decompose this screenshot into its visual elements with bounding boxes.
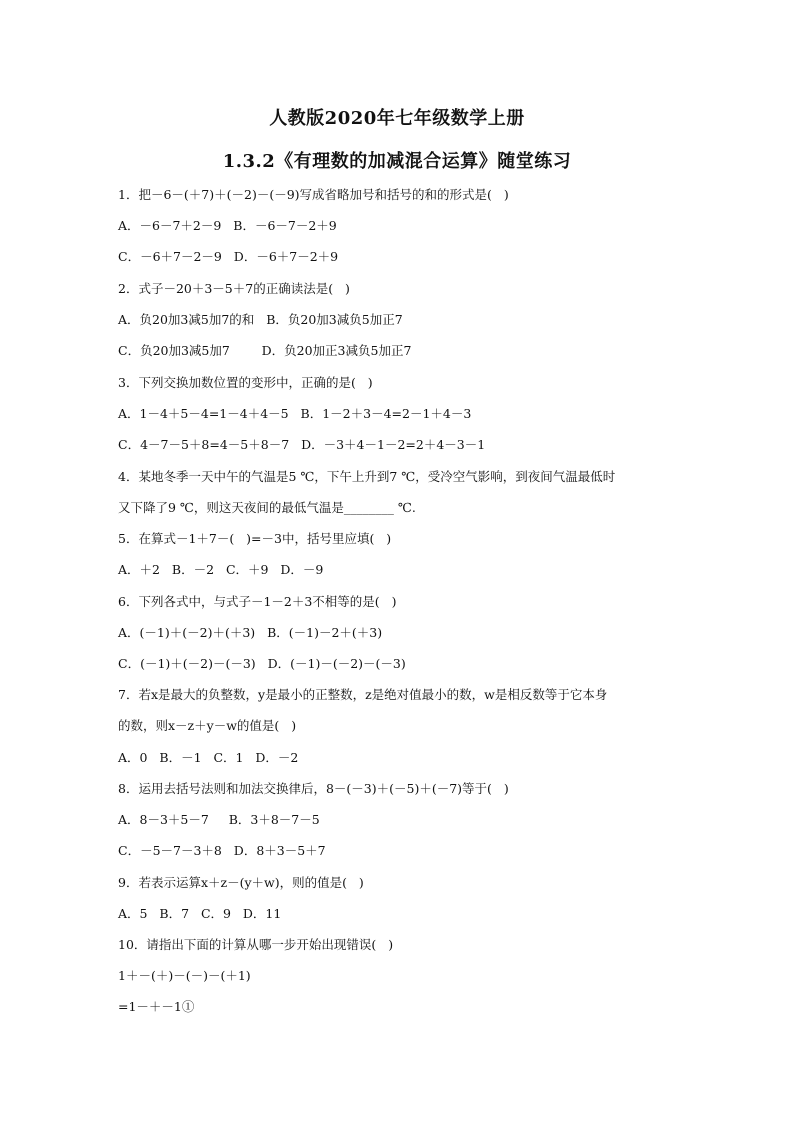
question-5-options: A．＋2 B．－2 C．＋9 D．－9 [118, 562, 324, 577]
question-3-options-ab: A．1－4＋5－4=1－4＋4－5 B．1－2＋3－4=2－1＋4－3 [118, 406, 472, 421]
question-3-stem: 3．下列交换加数位置的变形中，正确的是( ) [118, 375, 373, 390]
question-8-stem: 8．运用去括号法则和加法交换律后，8－(－3)＋(－5)＋(－7)等于( ) [118, 781, 509, 796]
question-1-options-ab: A．－6－7＋2－9 B．－6－7－2＋9 [118, 218, 337, 233]
question-1-options-cd: C．－6＋7－2－9 D．－6＋7－2＋9 [118, 249, 339, 264]
question-5-stem: 5．在算式－1＋7－( )=－3中，括号里应填( ) [118, 531, 392, 546]
document-subtitle: 1.3.2《有理数的加减混合运算》随堂练习 [222, 151, 572, 172]
question-7-stem: 7．若x是最大的负整数，y是最小的正整数，z是绝对值最小的数，w是相反数等于它本身 [118, 687, 608, 702]
question-10-step-1: =1－＋－1① [118, 999, 195, 1014]
question-7-stem-cont: 的数，则x－z＋y－w的值是( ) [118, 718, 297, 733]
question-6-stem: 6．下列各式中，与式子－1－2＋3不相等的是( ) [118, 594, 397, 609]
question-2-options-cd: C．负20加3减5加7 D．负20加正3减负5加正7 [118, 343, 412, 358]
question-10-stem: 10．请指出下面的计算从哪一步开始出现错误( ) [118, 937, 394, 952]
question-9-stem: 9．若表示运算x＋z－(y＋w)，则的值是( ) [118, 875, 364, 890]
question-6-options-cd: C．(－1)＋(－2)－(－3) D．(－1)－(－2)－(－3) [118, 656, 406, 671]
question-7-options: A．0 B．－1 C．1 D．－2 [118, 750, 299, 765]
question-6-options-ab: A．(－1)＋(－2)＋(＋3) B．(－1)－2＋(＋3) [118, 625, 383, 640]
question-8-options-ab: A．8－3＋5－7 B．3＋8－7－5 [118, 812, 320, 827]
question-4-stem: 4．某地冬季一天中午的气温是5 ℃，下午上升到7 ℃，受冷空气影响，到夜间气温最低时 [118, 469, 616, 484]
question-10-expression: 1＋－(＋)－(－)－(＋1) [118, 968, 251, 983]
question-2-options-ab: A．负20加3减5加7的和 B．负20加3减负5加正7 [118, 312, 403, 327]
question-3-options-cd: C．4－7－5＋8=4－5＋8－7 D．－3＋4－1－2=2＋4－3－1 [118, 437, 486, 452]
document-title: 人教版2020年七年级数学上册 [269, 108, 525, 129]
question-8-options-cd: C．－5－7－3＋8 D．8＋3－5＋7 [118, 843, 326, 858]
question-2-stem: 2．式子－20＋3－5＋7的正确读法是( ) [118, 281, 350, 296]
question-4-stem-cont: 又下降了9 ℃，则这天夜间的最低气温是________ ℃. [118, 500, 416, 515]
question-9-options: A．5 B．7 C．9 D．11 [118, 906, 282, 921]
question-1-stem: 1．把－6－(＋7)＋(－2)－(－9)写成省略加号和括号的和的形式是( ) [118, 187, 509, 202]
